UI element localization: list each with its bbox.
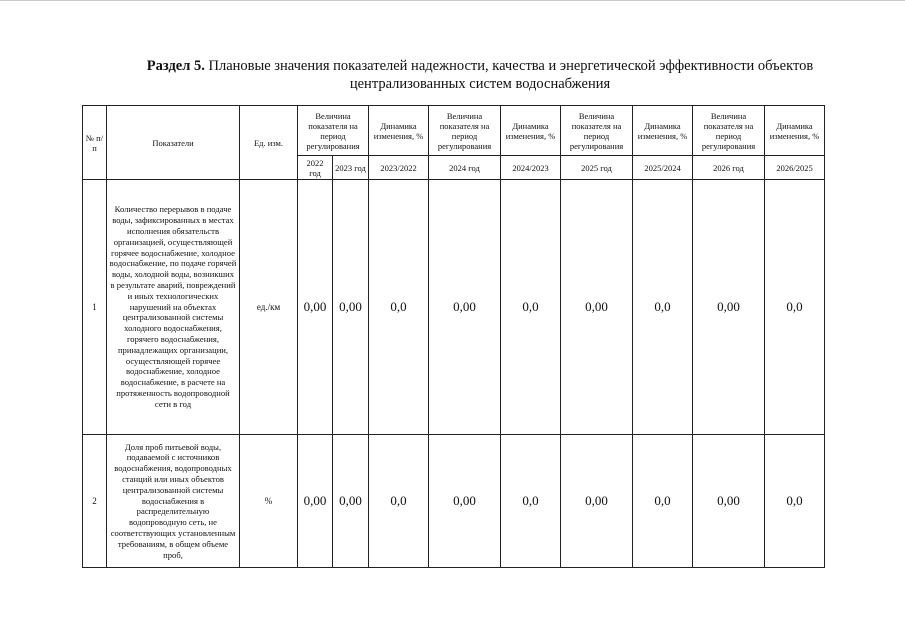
col-header-num: № п/п: [83, 106, 107, 180]
year-header: 2024 год: [429, 156, 501, 180]
value-cell: 0,00: [561, 435, 633, 568]
col-header-dynamics-2025: Динамика изменения, %: [633, 106, 693, 156]
row-number: 2: [83, 435, 107, 568]
value-cell: 0,00: [298, 180, 333, 435]
value-cell: 0,00: [298, 435, 333, 568]
indicators-table: [82, 105, 825, 568]
col-header-value-2025: Величина показателя на период регулирования: [561, 106, 633, 156]
year-header: 2024/2023: [501, 156, 561, 180]
table-row: [83, 435, 825, 568]
page-title: [100, 57, 860, 93]
value-cell: 0,0: [369, 180, 429, 435]
value-cell: 0,0: [369, 435, 429, 568]
value-cell: 0,00: [693, 180, 765, 435]
col-header-dynamics-2026: Динамика изменения, %: [765, 106, 825, 156]
value-cell: 0,00: [561, 180, 633, 435]
section-label: Раздел 5.: [146, 58, 205, 74]
indicator-text: Доля проб питьевой воды, подаваемой с источников водоснабжения, водопроводных станций или иных объектов централизованной системы водоснабжения в распределительную водопроводную сеть, не соответствующих установленным требованиям, в общем объеме проб,: [107, 435, 240, 568]
value-cell: 0,0: [501, 435, 561, 568]
value-cell: 0,00: [429, 435, 501, 568]
scan-edge: [0, 0, 905, 1]
col-header-value-2026: Величина показателя на период регулирования: [693, 106, 765, 156]
value-cell: 0,0: [765, 435, 825, 568]
row-number: 1: [83, 180, 107, 435]
value-cell: 0,00: [429, 180, 501, 435]
col-header-unit: Ед. изм.: [240, 106, 298, 180]
col-header-indicator: Показатели: [107, 106, 240, 180]
col-header-dynamics-2023: Динамика изменения, %: [369, 106, 429, 156]
value-cell: 0,0: [633, 435, 693, 568]
year-header: 2023 год: [333, 156, 369, 180]
table-row: [83, 180, 825, 435]
year-header: 2025 год: [561, 156, 633, 180]
header-row: [83, 106, 825, 156]
year-header: 2025/2024: [633, 156, 693, 180]
col-header-value-2022-2023: Величина показателя на период регулирования: [298, 106, 369, 156]
value-cell: 0,00: [333, 180, 369, 435]
unit-cell: ед./км: [240, 180, 298, 435]
value-cell: 0,00: [693, 435, 765, 568]
col-header-dynamics-2024: Динамика изменения, %: [501, 106, 561, 156]
indicator-text: Количество перерывов в подаче воды, зафиксированных в местах исполнения обязательств организацией, осуществляющей горячее водоснабжение, холодное водоснабжение, по подаче горячей воды, холодной воды, возникших в результате аварий, повреждений и иных технологических нарушений на объектах централизованной системы холодного водоснабжения, горячего водоснабжения, принадлежащих организации, осуществляющей горячее водоснабжение, холодное водоснабжение, в расчете на протяженность водопроводной сети в год: [107, 180, 240, 435]
year-header: 2026/2025: [765, 156, 825, 180]
section-title-text: Плановые значения показателей надежности, качества и энергетической эффективности объектов: [208, 58, 814, 74]
value-cell: 0,00: [333, 435, 369, 568]
section-title-line2: централизованных систем водоснабжения: [349, 76, 611, 92]
unit-cell: %: [240, 435, 298, 568]
value-cell: 0,0: [765, 180, 825, 435]
year-header: 2023/2022: [369, 156, 429, 180]
year-header: 2026 год: [693, 156, 765, 180]
col-header-value-2024: Величина показателя на период регулирования: [429, 106, 501, 156]
year-header: 2022 год: [298, 156, 333, 180]
value-cell: 0,0: [633, 180, 693, 435]
value-cell: 0,0: [501, 180, 561, 435]
